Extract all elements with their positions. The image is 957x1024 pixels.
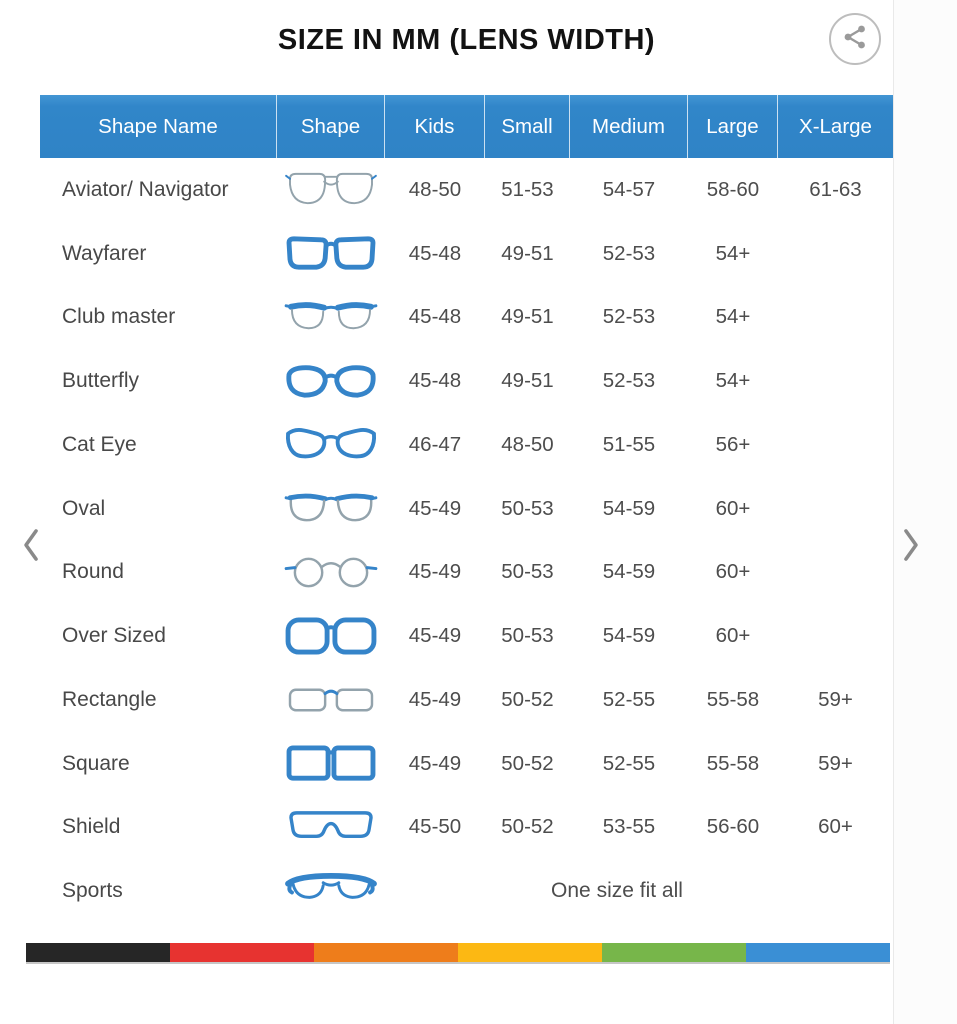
color-bar-segment xyxy=(602,943,746,962)
square-glasses-icon xyxy=(277,743,385,784)
shape-name-label: Over Sized xyxy=(62,624,166,648)
size-cell-large: 54+ xyxy=(715,369,751,393)
size-cell-medium: 54-59 xyxy=(602,624,656,648)
color-bar-segment xyxy=(746,943,890,962)
size-cell-small: 49-51 xyxy=(501,305,554,329)
size-cell-kids: 45-49 xyxy=(408,560,462,584)
size-cell-medium: 52-55 xyxy=(602,751,656,775)
size-cell-large: 58-60 xyxy=(706,177,760,201)
color-bar-segment xyxy=(26,943,170,962)
table-row xyxy=(40,413,893,477)
shape-name-label: Wayfarer xyxy=(62,241,147,265)
shape-name-label: Butterfly xyxy=(62,369,140,393)
shape-name-label: Round xyxy=(62,560,124,584)
size-cell-medium: 53-55 xyxy=(602,815,656,839)
size-cell-small: 50-52 xyxy=(501,751,554,775)
size-cell-large: 60+ xyxy=(715,496,751,520)
size-cell-x-large: 59+ xyxy=(818,751,853,775)
header-x-large: X-Large xyxy=(799,114,872,138)
color-bar-segment xyxy=(458,943,602,962)
one-size-text: One size fit all xyxy=(551,879,683,903)
shield-glasses-icon xyxy=(277,807,385,848)
cateye-glasses-icon xyxy=(277,424,385,465)
size-cell-large: 55-58 xyxy=(706,687,760,711)
size-cell-kids: 45-49 xyxy=(408,751,462,775)
size-cell-x-large: 61-63 xyxy=(809,177,862,201)
shape-name-label: Aviator/ Navigator xyxy=(62,177,229,201)
size-cell-small: 50-53 xyxy=(501,624,554,648)
round-glasses-icon xyxy=(277,552,385,593)
share-icon xyxy=(840,22,870,57)
table-row xyxy=(40,604,893,668)
size-cell-medium: 54-59 xyxy=(602,560,656,584)
color-bar-segment xyxy=(170,943,314,962)
size-cell-medium: 52-53 xyxy=(602,369,656,393)
shape-name-label: Rectangle xyxy=(62,687,157,711)
size-cell-kids: 45-48 xyxy=(408,305,462,329)
table-row xyxy=(40,222,893,286)
size-cell-medium: 54-59 xyxy=(602,496,656,520)
size-cell-small: 50-52 xyxy=(501,687,554,711)
table-row xyxy=(40,668,893,732)
size-cell-kids: 45-48 xyxy=(408,241,462,265)
size-cell-x-large: 59+ xyxy=(818,687,853,711)
table-row xyxy=(40,158,893,222)
clubmaster-glasses-icon xyxy=(277,297,385,338)
butterfly-glasses-icon xyxy=(277,361,385,402)
table-row xyxy=(40,541,893,605)
size-cell-kids: 45-49 xyxy=(408,496,462,520)
chevron-right-icon xyxy=(898,554,924,571)
size-cell-large: 60+ xyxy=(715,560,751,584)
size-cell-large: 56-60 xyxy=(706,815,760,839)
color-bar-segment xyxy=(314,943,458,962)
table-body xyxy=(40,158,893,923)
page-title: SIZE IN MM (LENS WIDTH) xyxy=(277,24,656,56)
size-cell-medium: 52-55 xyxy=(602,687,656,711)
size-cell-small: 48-50 xyxy=(501,432,554,456)
table-header-row xyxy=(40,95,893,158)
size-cell-x-large: 60+ xyxy=(818,815,853,839)
size-cell-small: 51-53 xyxy=(501,177,554,201)
oval-glasses-icon xyxy=(277,488,385,529)
size-cell-kids: 46-47 xyxy=(408,432,462,456)
size-table xyxy=(40,95,893,923)
size-cell-small: 50-53 xyxy=(501,496,554,520)
size-cell-small: 49-51 xyxy=(501,369,554,393)
shape-name-label: Sports xyxy=(62,879,123,903)
size-cell-large: 55-58 xyxy=(706,751,760,775)
size-cell-large: 56+ xyxy=(715,432,751,456)
shape-name-label: Club master xyxy=(62,305,176,329)
shape-name-label: Oval xyxy=(62,496,106,520)
size-cell-kids: 45-49 xyxy=(408,624,462,648)
size-cell-kids: 48-50 xyxy=(408,177,462,201)
size-cell-medium: 51-55 xyxy=(602,432,656,456)
table-row xyxy=(40,732,893,796)
header-shape-name: Shape Name xyxy=(40,95,277,158)
table-row xyxy=(40,477,893,541)
rectangle-glasses-icon xyxy=(277,679,385,720)
header-large: Large xyxy=(688,95,778,158)
header-small: Small xyxy=(485,95,570,158)
size-cell-kids: 45-49 xyxy=(408,687,462,711)
shape-name-label: Cat Eye xyxy=(62,432,137,456)
size-cell-medium: 54-57 xyxy=(602,177,656,201)
shape-name-label: Shield xyxy=(62,815,121,839)
size-cell-large: 54+ xyxy=(715,241,751,265)
shape-name-label: Square xyxy=(62,751,130,775)
header-kids: Kids xyxy=(385,95,485,158)
size-cell-small: 50-53 xyxy=(501,560,554,584)
aviator-glasses-icon xyxy=(277,169,385,210)
size-cell-large: 60+ xyxy=(715,624,751,648)
size-cell-kids: 45-48 xyxy=(408,369,462,393)
header-medium: Medium xyxy=(570,95,688,158)
table-row xyxy=(40,286,893,350)
size-cell-large: 54+ xyxy=(715,305,751,329)
sports-glasses-icon xyxy=(277,871,385,912)
header-shape: Shape xyxy=(277,95,385,158)
size-cell-medium: 52-53 xyxy=(602,305,656,329)
table-row xyxy=(40,349,893,413)
oversized-glasses-icon xyxy=(277,616,385,657)
table-row xyxy=(40,859,893,923)
size-cell-small: 49-51 xyxy=(501,241,554,265)
next-slide-edge xyxy=(893,0,957,1024)
size-cell-small: 50-52 xyxy=(501,815,554,839)
wayfarer-glasses-icon xyxy=(277,233,385,274)
carousel-next-button[interactable] xyxy=(898,523,924,567)
size-cell-kids: 45-50 xyxy=(408,815,462,839)
footer-color-bar xyxy=(26,943,890,964)
size-cell-medium: 52-53 xyxy=(602,241,656,265)
table-row xyxy=(40,796,893,860)
share-button[interactable] xyxy=(829,13,881,65)
